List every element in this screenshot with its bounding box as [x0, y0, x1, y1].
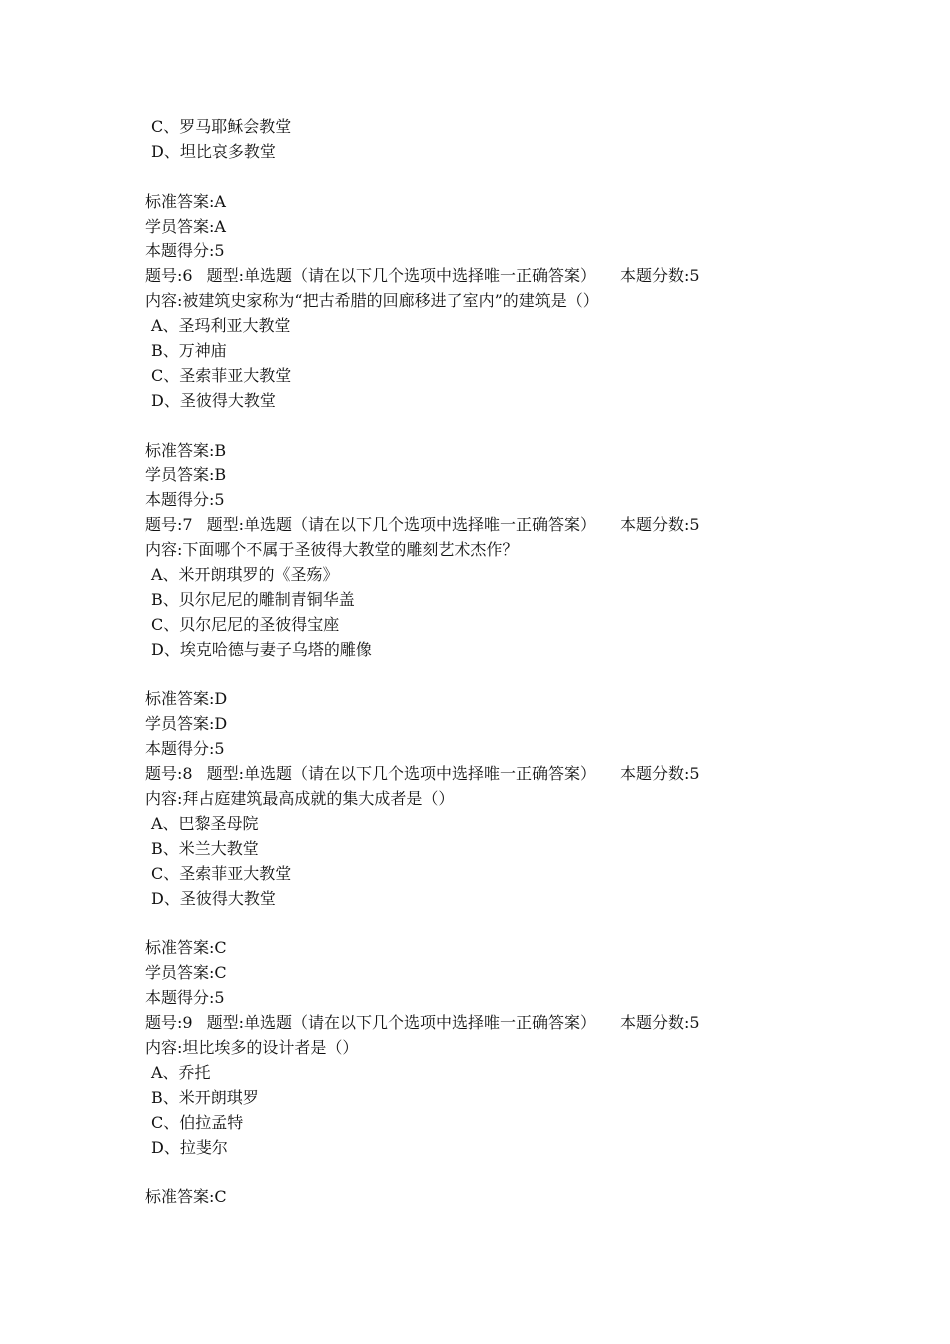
- question-block: [145, 264, 845, 513]
- option-b: B、贝尔尼尼的雕制青铜华盖: [151, 589, 355, 609]
- question-score: 本题得分:5: [145, 988, 225, 1008]
- option-a: A、乔托: [151, 1062, 211, 1082]
- student-answer: 学员答案:C: [145, 963, 227, 983]
- standard-answer: 标准答案:C: [145, 1187, 227, 1207]
- question-number: 题号:8: [145, 764, 193, 784]
- question-block: [145, 1011, 845, 1210]
- option-d: D、埃克哈德与妻子乌塔的雕像: [151, 639, 372, 659]
- question-number: 题号:7: [145, 515, 193, 535]
- question-points: 本题分数:5: [619, 1013, 700, 1033]
- option-c: C、贝尔尼尼的圣彼得宝座: [151, 614, 340, 634]
- standard-answer: 标准答案:B: [145, 440, 227, 460]
- question-score: 本题得分:5: [145, 739, 225, 759]
- question-block: [145, 762, 845, 1011]
- option-a: A、巴黎圣母院: [151, 813, 259, 833]
- question-header: [145, 762, 845, 787]
- standard-answer: 标准答案:D: [145, 689, 228, 709]
- question-score: 本题得分:5: [145, 490, 225, 510]
- question-header: [145, 1011, 845, 1036]
- student-answer: 学员答案:B: [145, 465, 227, 485]
- student-answer: 学员答案:A: [145, 216, 226, 236]
- question-type: 题型:单选题（请在以下几个选项中选择唯一正确答案）: [206, 1013, 596, 1033]
- option-a: A、米开朗琪罗的《圣殇》: [151, 565, 339, 585]
- question-type: 题型:单选题（请在以下几个选项中选择唯一正确答案）: [206, 515, 596, 535]
- option-d: D、坦比哀多教堂: [151, 141, 276, 161]
- question-type: 题型:单选题（请在以下几个选项中选择唯一正确答案）: [206, 764, 596, 784]
- prev-question-block: [145, 115, 845, 264]
- option-b: B、米兰大教堂: [151, 838, 259, 858]
- question-points: 本题分数:5: [619, 515, 700, 535]
- question-header: [145, 513, 845, 538]
- option-b: B、万神庙: [151, 341, 227, 361]
- option-d: D、圣彼得大教堂: [151, 390, 276, 410]
- standard-answer: 标准答案:C: [145, 938, 227, 958]
- option-c: C、圣索菲亚大教堂: [151, 365, 292, 385]
- question-header: [145, 264, 845, 289]
- option-a: A、圣玛利亚大教堂: [151, 316, 291, 336]
- document-page: [145, 115, 845, 1210]
- question-number: 题号:6: [145, 266, 193, 286]
- spacer: [145, 414, 845, 439]
- question-content: 内容:拜占庭建筑最高成就的集大成者是（）: [145, 789, 455, 809]
- question-type: 题型:单选题（请在以下几个选项中选择唯一正确答案）: [206, 266, 596, 286]
- option-c: C、罗马耶稣会教堂: [151, 117, 292, 136]
- question-content: 内容:被建筑史家称为“把古希腊的回廊移进了室内”的建筑是（）: [145, 291, 599, 311]
- question-points: 本题分数:5: [619, 764, 700, 784]
- option-c: C、伯拉孟特: [151, 1112, 244, 1132]
- question-content: 内容:下面哪个不属于圣彼得大教堂的雕刻艺术杰作？: [145, 540, 519, 560]
- spacer: [145, 663, 845, 688]
- option-c: C、圣索菲亚大教堂: [151, 863, 292, 883]
- student-answer: 学员答案:D: [145, 714, 228, 734]
- spacer: [145, 165, 845, 190]
- question-score: 本题得分:5: [145, 241, 225, 261]
- question-number: 题号:9: [145, 1013, 193, 1033]
- standard-answer: 标准答案:A: [145, 191, 226, 211]
- spacer: [145, 1160, 845, 1185]
- question-content: 内容:坦比埃多的设计者是（）: [145, 1037, 359, 1057]
- question-block: [145, 513, 845, 762]
- option-d: D、圣彼得大教堂: [151, 888, 276, 908]
- option-d: D、拉斐尔: [151, 1137, 228, 1157]
- option-b: B、米开朗琪罗: [151, 1087, 259, 1107]
- question-points: 本题分数:5: [619, 266, 700, 286]
- spacer: [145, 912, 845, 937]
